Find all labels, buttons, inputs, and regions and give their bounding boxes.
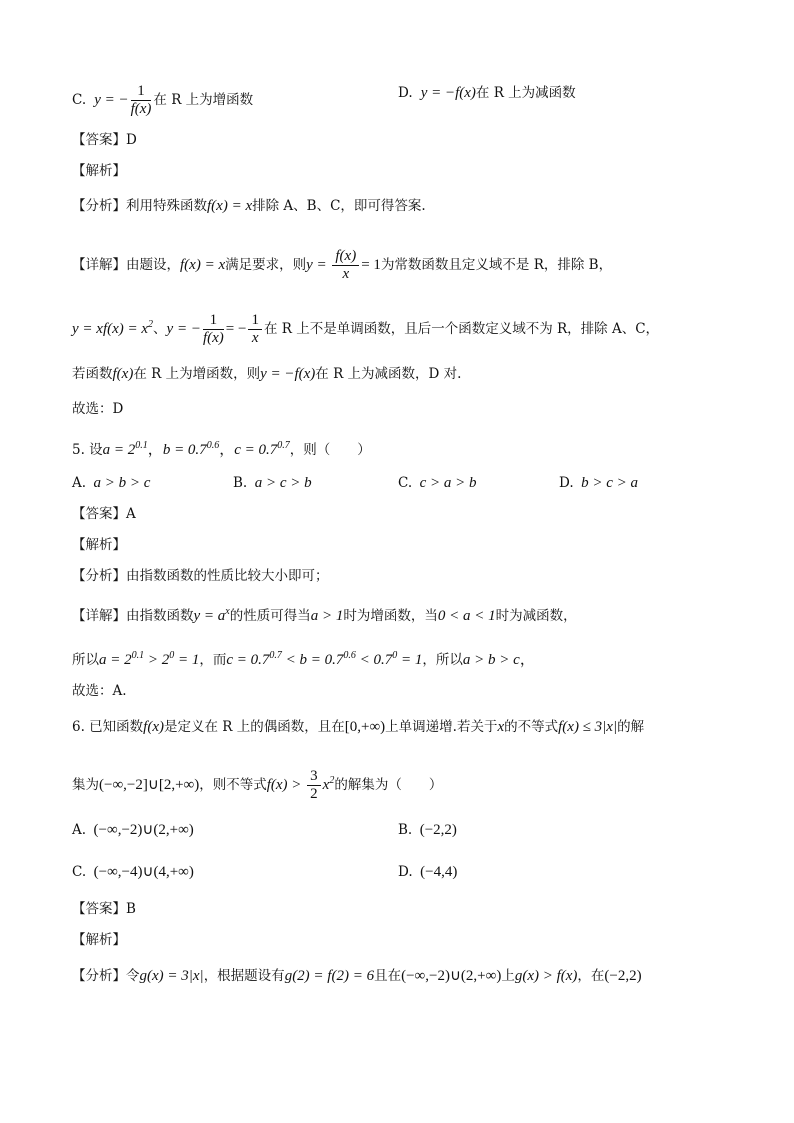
math-expression: $a = 2^{0.1} > 2^0 = 1$: [99, 650, 200, 668]
q4-fenxi: 【分析】利用特殊函数f(x) = x排除 A、B、C，即可得答案.: [72, 198, 426, 214]
math-expression: g(x) = 3|x|: [139, 968, 204, 984]
q5-detail-1: 【详解】由指数函数$y = a^x$的性质可得当a > 1时为增函数，当0 < a < 1时为减函数，: [72, 606, 577, 624]
q4-option-c[interactable]: C. y = − $\frac{1}{f(x)}$ 在 R 上为增函数: [72, 83, 254, 117]
math-expression: (−2,2): [604, 968, 642, 984]
q5-detail-2: 所以$a = 2^{0.1} > 2^0 = 1$，而$c = 0.7^{0.7} < b = 0.7^{0.6} < 0.7^0 = 1$，所以a > b > c，: [72, 650, 535, 668]
math-expression: $a = 2^{0.1}$: [102, 440, 148, 458]
q5-stem: 5. 设$a = 2^{0.1}$，$b = 0.7^{0.6}$，$c = 0.7^{0.7}$，则（ ）: [72, 440, 371, 458]
q4-analysis-label: 【解析】: [72, 163, 126, 179]
q4-option-d[interactable]: D. y = −f(x)在 R 上为减函数: [398, 85, 576, 101]
math-expression: g(2) = f(2) = 6: [284, 968, 375, 984]
q5-option-b[interactable]: B. a > c > b: [233, 475, 312, 491]
q5-fenxi: 【分析】由指数函数的性质比较大小即可；: [72, 568, 329, 584]
math-expression: 0 < a < 1: [437, 608, 496, 624]
math-expression: y = −f(x): [260, 366, 316, 382]
math-expression: $y = xf(x) = x^2$: [72, 319, 154, 337]
math-expression: f(x): [112, 366, 134, 382]
math-expression: g(x) > f(x): [514, 968, 578, 984]
q6-option-a[interactable]: A. (−∞,−2)∪(2,+∞): [72, 822, 194, 838]
math-expression: $c = 0.7^{0.7}$: [234, 440, 290, 458]
q6-stem-1: 6. 已知函数f(x)是定义在 R 上的偶函数，且在[0,+∞)上单调递增.若关于x的不等式f(x) ≤ 3|x|的解: [72, 719, 645, 735]
q5-analysis-label: 【解析】: [72, 537, 126, 553]
q4-answer: 【答案】D: [72, 132, 137, 148]
math-expression: f(x) = x: [180, 257, 226, 273]
math-expression: f(x) >: [266, 777, 306, 793]
fraction: $\frac{1}{f(x)}$: [130, 83, 152, 117]
math-expression: y =: [306, 257, 331, 273]
fraction: $\frac{1}{x}$: [248, 312, 262, 347]
q5-option-a[interactable]: A. a > b > c: [72, 475, 151, 491]
q4-conclusion: 故选：D: [72, 401, 124, 417]
math-expression: [0,+∞): [344, 719, 386, 735]
math-expression: a > b > c: [462, 652, 520, 668]
q5-answer: 【答案】A: [72, 506, 136, 522]
math-expression: $y = a^x$: [193, 606, 230, 624]
q5-option-d[interactable]: D. b > c > a: [559, 475, 639, 491]
fraction: $\frac{f(x)}{x}$: [332, 248, 359, 283]
math-expression: y = −: [90, 92, 129, 108]
math-expression: (−∞,−2]∪[2,+∞): [99, 777, 200, 793]
math-expression: (−∞,−2)∪(2,+∞): [401, 968, 502, 984]
q4-detail-3: 若函数f(x)在 R 上为增函数，则y = −f(x)在 R 上为减函数，D 对.: [72, 366, 462, 382]
q6-stem-2: 集为(−∞,−2]∪[2,+∞)，则不等式f(x) > $\frac{3}{2}$ $x^2$的解集为（ ）: [72, 768, 443, 802]
q5-option-c[interactable]: C. c > a > b: [398, 475, 477, 491]
math-expression: f(x) ≤ 3|x|: [558, 719, 618, 735]
math-expression: a > 1: [310, 608, 344, 624]
q6-fenxi: 【分析】令g(x) = 3|x|，根据题设有g(2) = f(2) = 6且在(−∞,−2)∪(2,+∞)上g(x) > f(x)，在(−2,2): [72, 968, 642, 984]
math-expression: $c = 0.7^{0.7} < b = 0.7^{0.6} < 0.7^0 = 1$: [226, 650, 423, 668]
math-expression: $b = 0.7^{0.6}$: [162, 440, 220, 458]
q5-conclusion: 故选：A.: [72, 683, 127, 699]
math-expression: y = −: [166, 321, 201, 337]
q6-analysis-label: 【解析】: [72, 932, 126, 948]
math-expression: y = −f(x): [416, 85, 476, 101]
q6-option-c[interactable]: C. (−∞,−4)∪(4,+∞): [72, 864, 194, 880]
q4-detail-1: 【详解】由题设，f(x) = x满足要求，则y = $\frac{f(x)}{x}$ = 1为常数函数且定义域不是 R，排除 B，: [72, 248, 613, 282]
math-expression: f(x) = x: [207, 198, 253, 214]
q6-option-d[interactable]: D. (−4,4): [398, 864, 458, 880]
math-expression: f(x): [143, 719, 164, 735]
fraction: $\frac{3}{2}$: [307, 768, 321, 803]
q6-option-b[interactable]: B. (−2,2): [398, 822, 457, 838]
q6-answer: 【答案】B: [72, 901, 136, 917]
fraction: $\frac{1}{f(x)}$: [202, 312, 224, 346]
q4-detail-2: $y = xf(x) = x^2$、y = − $\frac{1}{f(x)}$ = − $\frac{1}{x}$ 在 R 上不是单调函数，且后一个函数定义域不为 R，排除 A、C，: [72, 312, 660, 346]
